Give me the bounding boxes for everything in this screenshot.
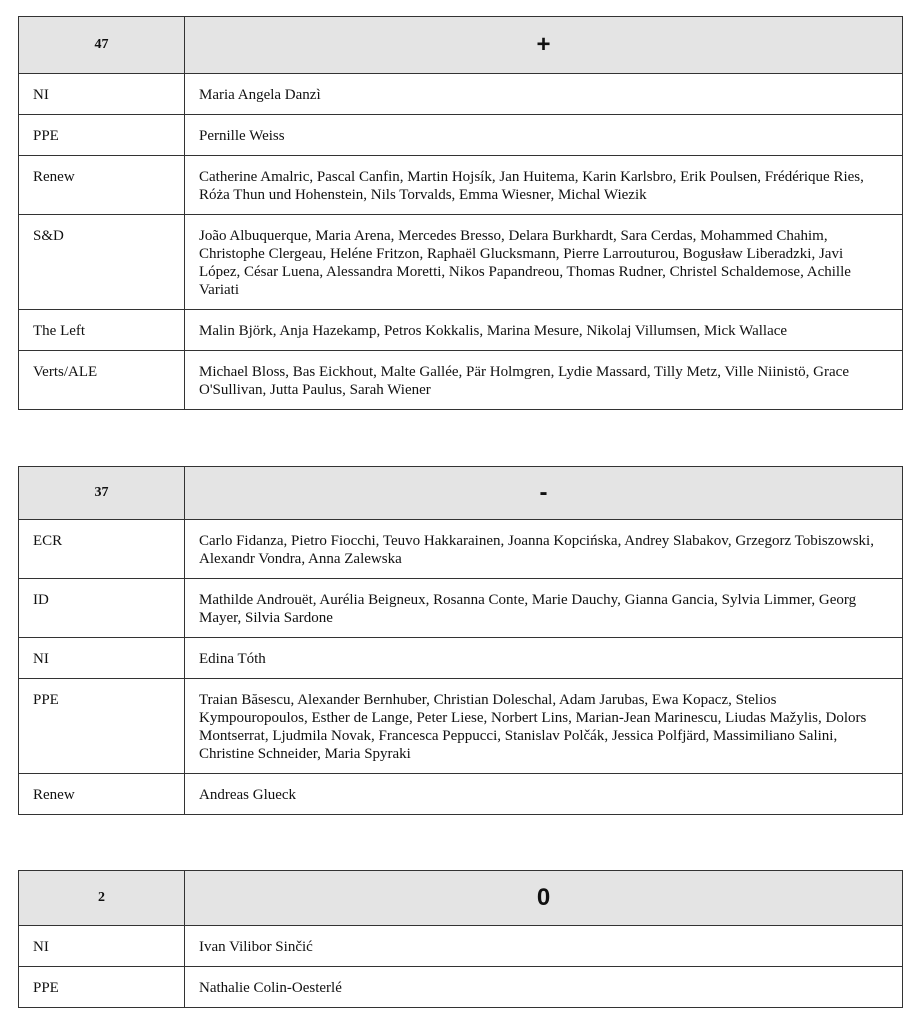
vote-count: 37 (19, 467, 185, 520)
table-row (19, 156, 903, 215)
table-row (19, 310, 903, 351)
member-names: João Albuquerque, Maria Arena, Mercedes Bresso, Delara Burkhardt, Sara Cerdas, Mohammed Chahim, Christophe Clergeau, Heléne Fritzon, Raphaël Glucksmann, Pierre Larrouturou, Bogusław Liberadzki, Javi López, César Luena, Alessandra Moretti, Nikos Papandreou, Thomas Rudner, Christel Schaldemose, Achille Variati (199, 228, 851, 298)
table-header (19, 467, 903, 520)
vote-symbol: + (185, 17, 903, 74)
member-names: Ivan Vilibor Sinčić (199, 939, 313, 955)
vote-table-for (18, 16, 903, 410)
table-row (19, 926, 903, 967)
vote-count: 2 (19, 871, 185, 926)
political-group: Renew (33, 169, 75, 185)
table-row (19, 215, 903, 310)
member-names: Pernille Weiss (199, 128, 285, 144)
table-row (19, 115, 903, 156)
table-header (19, 17, 903, 74)
table-header (19, 871, 903, 926)
political-group: PPE (33, 128, 59, 144)
vote-count: 47 (19, 17, 185, 74)
political-group: Verts/ALE (33, 364, 98, 380)
vote-symbol: - (185, 467, 903, 520)
table-row (19, 638, 903, 679)
member-names: Andreas Glueck (199, 787, 297, 803)
table-row (19, 967, 903, 1008)
table-row (19, 74, 903, 115)
member-names: Carlo Fidanza, Pietro Fiocchi, Teuvo Hakkarainen, Joanna Kopcińska, Andrey Slabakov, Grzegorz Tobiszowski, Alexandr Vondra, Anna Zalewska (199, 533, 874, 567)
vote-table-against (18, 466, 903, 815)
member-names: Traian Băsescu, Alexander Bernhuber, Christian Doleschal, Adam Jarubas, Ewa Kopacz, Stelios Kympouropoulos, Esther de Lange, Peter Liese, Norbert Lins, Marian-Jean Marinescu, Liudas Mažylis, Dolors Montserrat, Ljudmila Novak, Francesca Peppucci, Stanislav Polčák, Jessica Polfjärd, Massimiliano Salini, Christine Schneider, Maria Spyraki (199, 692, 867, 762)
vote-table-abstain (18, 870, 903, 1008)
table-row (19, 579, 903, 638)
member-names: Catherine Amalric, Pascal Canfin, Martin Hojsík, Jan Huitema, Karin Karlsbro, Erik Poulsen, Frédérique Ries, Róża Thun und Hohenstein, Nils Torvalds, Emma Wiesner, Michal Wiezik (199, 169, 864, 203)
member-names: Michael Bloss, Bas Eickhout, Malte Gallée, Pär Holmgren, Lydie Massard, Tilly Metz, Ville Niinistö, Grace O'Sullivan, Jutta Paulus, Sarah Wiener (199, 364, 849, 398)
political-group: PPE (33, 692, 59, 708)
member-names: Malin Björk, Anja Hazekamp, Petros Kokkalis, Marina Mesure, Nikolaj Villumsen, Mick Wallace (199, 323, 788, 339)
member-names: Edina Tóth (199, 651, 266, 667)
table-row (19, 774, 903, 815)
political-group: NI (33, 651, 49, 667)
member-names: Maria Angela Danzì (199, 87, 321, 103)
member-names: Nathalie Colin-Oesterlé (199, 980, 342, 996)
table-row (19, 520, 903, 579)
vote-symbol: 0 (185, 871, 903, 926)
political-group: PPE (33, 980, 59, 996)
political-group: NI (33, 87, 49, 103)
political-group: Renew (33, 787, 75, 803)
political-group: ECR (33, 533, 63, 549)
member-names: Mathilde Androuët, Aurélia Beigneux, Rosanna Conte, Marie Dauchy, Gianna Gancia, Sylvia Limmer, Georg Mayer, Silvia Sardone (199, 592, 857, 626)
table-row (19, 679, 903, 774)
table-row (19, 351, 903, 410)
political-group: ID (33, 592, 49, 608)
political-group: NI (33, 939, 49, 955)
political-group: S&D (33, 228, 64, 244)
political-group: The Left (33, 323, 86, 339)
